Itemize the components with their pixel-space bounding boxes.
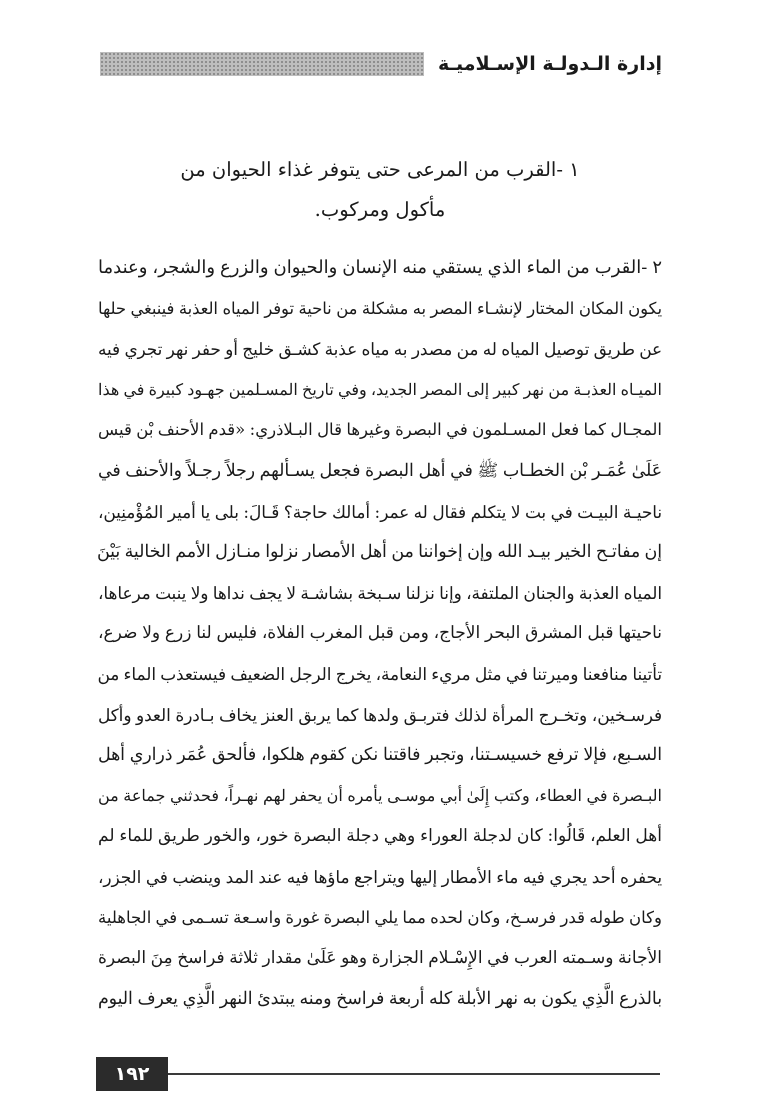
list-item-1: ١ -القرب من المرعى حتى يتوفر غذاء الحيوان من مأكول ومركوب.: [180, 158, 580, 221]
text-line: بالذرع الَّذِي يكون به نهر الأبلة كله أربعة فراسخ ومنه يبتدئ النهر الَّذِي يعرف اليوم: [98, 988, 662, 1009]
text-line: تأتينا منافعنا وميرتنا في مثل مريء النعامة، يخرج الرجل الضعيف فيستعذب الماء من: [97, 663, 662, 684]
text-line: ناحيـة البيـت في بت لا يتكلم فقال له عمر: أمالك حاجة؟ قَـالَ: بلى يا أمير المُؤْمنِين،: [98, 501, 662, 522]
footer-rule: [96, 1073, 660, 1075]
page-header: [100, 50, 662, 78]
page-footer: [0, 1055, 758, 1100]
text-line: السـبع، فإلا ترفع خسيسـتنا، وتجبر فاقتنا نكن كقوم هلكوا، فألحق عُمَر ذراري أهل: [98, 745, 662, 766]
text-line: ناحيتها قبل المشرق البحر الأجاج، ومن قبل المغرب الفلاة، فليس لنا زرع ولا ضرع،: [98, 623, 662, 644]
text-line: يحفره أحد يجري فيه ماء الأمطار إليها ويتراجع ماؤها فيه عند المد وينضب في الجزر،: [98, 866, 662, 887]
text-line: عن طريق توصيل المياه له من مصدر به مياه عذبة كشـق خليج أو حفر نهر تجري فيه: [98, 339, 662, 360]
list-item-2: [98, 248, 662, 1019]
text-line: أهل العلم، قَالُوا: كان لدجلة العوراء وهي دجلة البصرة خور، والخور طريق للماء لم: [98, 826, 662, 847]
header-dotted-band: [100, 52, 424, 76]
page-body: [98, 150, 662, 1019]
text-line: عَلَىٰ عُمَـر بْن الخطـاب ﷺ في أهل البصرة فجعل يسـألهم رجلاً رجـلاً والأحنف في: [98, 460, 662, 481]
text-line: إن مفاتـح الخير بيـد الله وإن إخواننا من أهل الأمصار نزلوا منـازل الأمم الخالية بَيْنَ: [97, 542, 662, 563]
running-title: إدارة الـدولـة الإسـلاميـة: [437, 53, 662, 75]
text-line: المجـال كما فعل المسـلمون في البصرة وغيرها قال البـلاذري: «قدم الأحنف بْن قيس: [98, 420, 662, 440]
text-line: ٢ -القرب من الماء الذي يستقي منه الإنسان والحيوان والزرع والشجر، وعندما: [98, 257, 662, 278]
text-line: المياه العذبة والجنان الملتفة، وإنا نزلنا سـبخة بشاشـة لا يجف نداها ولا ينبت مرعاها،: [98, 582, 662, 603]
text-line: البـصرة في العطاء، وكتب إِلَىٰ أبي موسـى يأمره أن يحفر لهم نهـراً، فحدثني جماعة من: [98, 785, 662, 805]
page-number: ١٩٢: [96, 1057, 168, 1091]
text-line: فرسـخين، وتخـرج المرأة لذلك فتربـق ولدها كما يربق العنز يخاف بـادرة العدو وأكل: [98, 704, 662, 725]
text-line: الميـاه العذبـة من نهر كبير إلى المصر الجديد، وفي تاريخ المسـلمين جهـود كبيرة في هذا: [98, 379, 662, 399]
text-line: يكون المكان المختار لإنشـاء المصر به مشكلة من ناحية توفر المياه العذبة فينبغي حلها: [98, 298, 662, 318]
text-line: وكان طوله قدر فرسـخ، وكان لحده مما يلي البصرة غورة واسـعة تسـمى في الجاهلية: [98, 907, 662, 927]
text-line: الأجانة وسـمته العرب في الإِسْـلام الجزارة وهو عَلَىٰ مقدار ثلاثة فراسخ مِنَ البصرة: [98, 948, 662, 969]
